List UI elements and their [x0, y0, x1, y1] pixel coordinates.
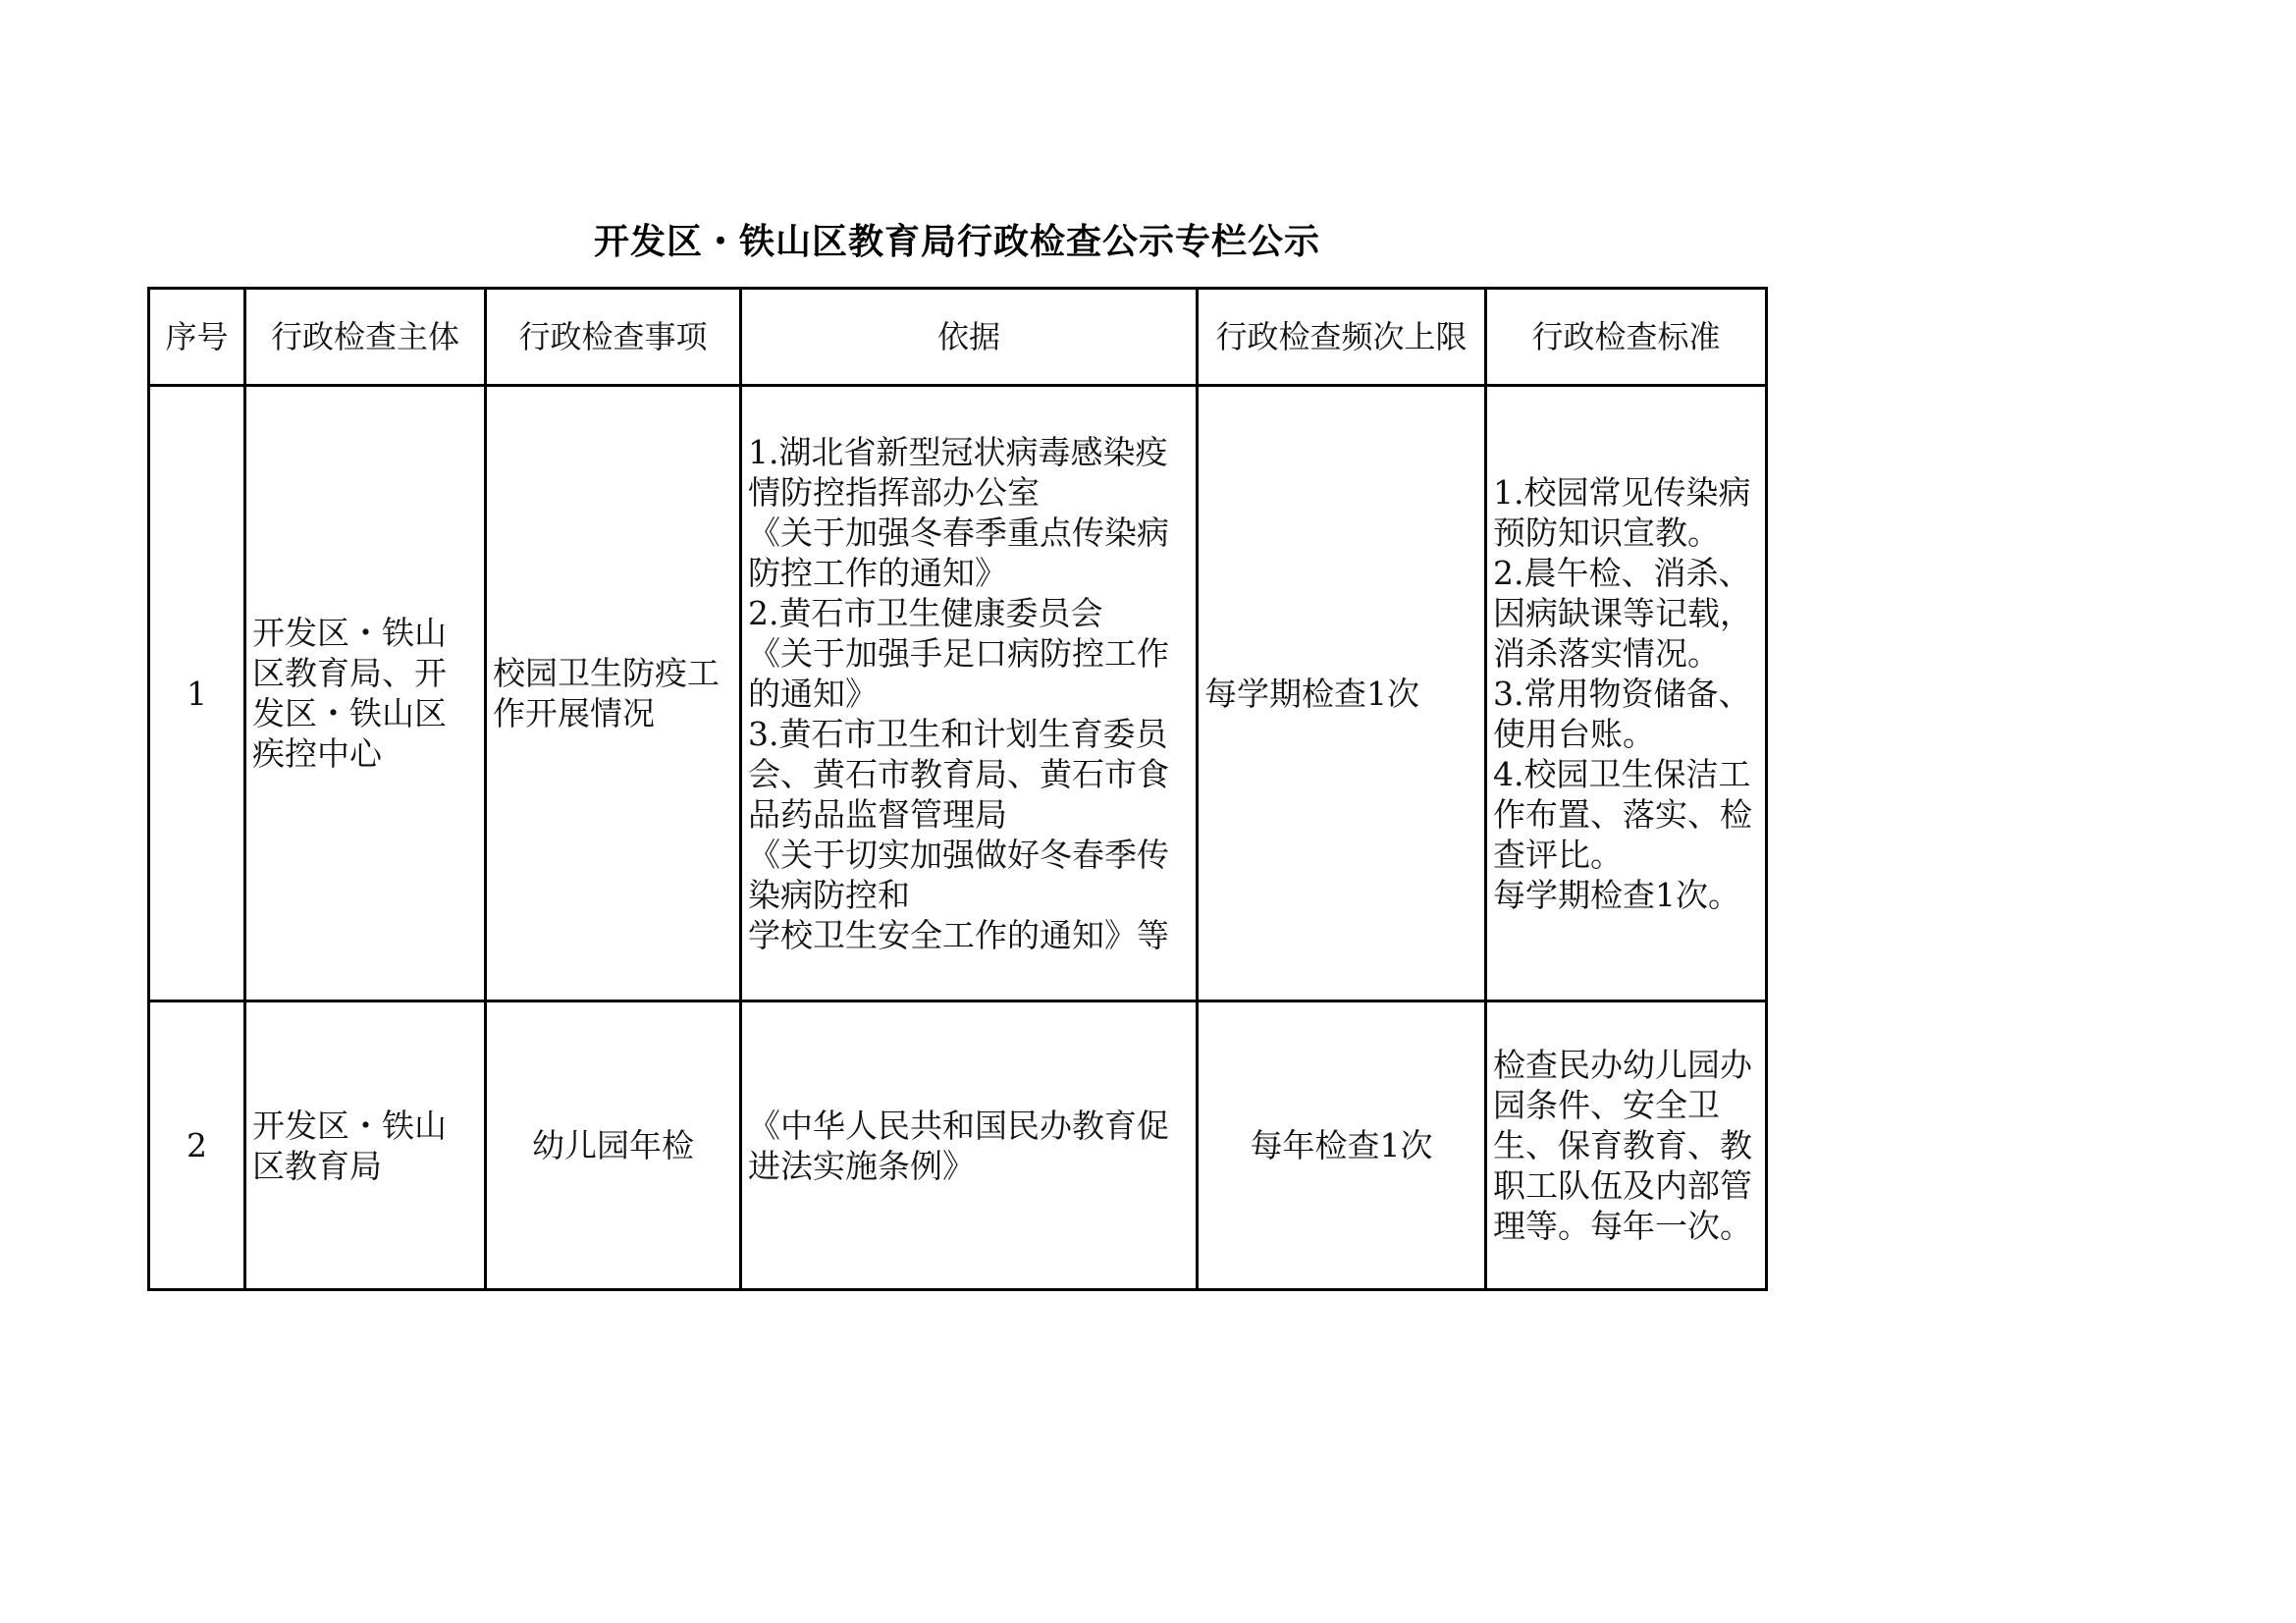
- header-frequency: 行政检查频次上限: [1198, 289, 1486, 386]
- table-header-row: [149, 289, 1767, 386]
- header-basis: 依据: [741, 289, 1198, 386]
- cell-frequency: 每学期检查1次: [1198, 386, 1486, 1001]
- cell-index: 1: [149, 386, 245, 1001]
- header-item: 行政检查事项: [486, 289, 741, 386]
- header-index: 序号: [149, 289, 245, 386]
- cell-item: 幼儿园年检: [486, 1001, 741, 1290]
- page-title: 开发区・铁山区教育局行政检查公示专栏公示: [593, 222, 1320, 262]
- inspection-table: [147, 287, 1768, 1291]
- cell-item: 校园卫生防疫工作开展情况: [486, 386, 741, 1001]
- cell-index: 2: [149, 1001, 245, 1290]
- cell-basis: 《中华人民共和国民办教育促进法实施条例》: [741, 1001, 1198, 1290]
- header-standard: 行政检查标准: [1486, 289, 1767, 386]
- cell-basis: 1.湖北省新型冠状病毒感染疫情防控指挥部办公室 《关于加强冬春季重点传染病防控工作的通知》 2.黄石市卫生健康委员会 《关于加强手足口病防控工作的通知》 3.黄石市卫生和计划生育委员会、黄石市教育局、黄石市食品药品监督管理局 《关于切实加强做好冬春季传染病防控和 学校卫生安全工作的通知》等: [741, 386, 1198, 1001]
- cell-standard: 1.校园常见传染病预防知识宣教。 2.晨午检、消杀、因病缺课等记载，消杀落实情况。 3.常用物资储备、使用台账。 4.校园卫生保洁工作布置、落实、检查评比。 每学期检查1次。: [1486, 386, 1767, 1001]
- header-subject: 行政检查主体: [245, 289, 486, 386]
- cell-standard: 检查民办幼儿园办园条件、安全卫生、保育教育、教职工队伍及内部管理等。每年一次。: [1486, 1001, 1767, 1290]
- table-row: [149, 1001, 1767, 1290]
- cell-frequency: 每年检查1次: [1198, 1001, 1486, 1290]
- table-row: [149, 386, 1767, 1001]
- cell-subject: 开发区・铁山区教育局: [245, 1001, 486, 1290]
- cell-subject: 开发区・铁山区教育局、开发区・铁山区疾控中心: [245, 386, 486, 1001]
